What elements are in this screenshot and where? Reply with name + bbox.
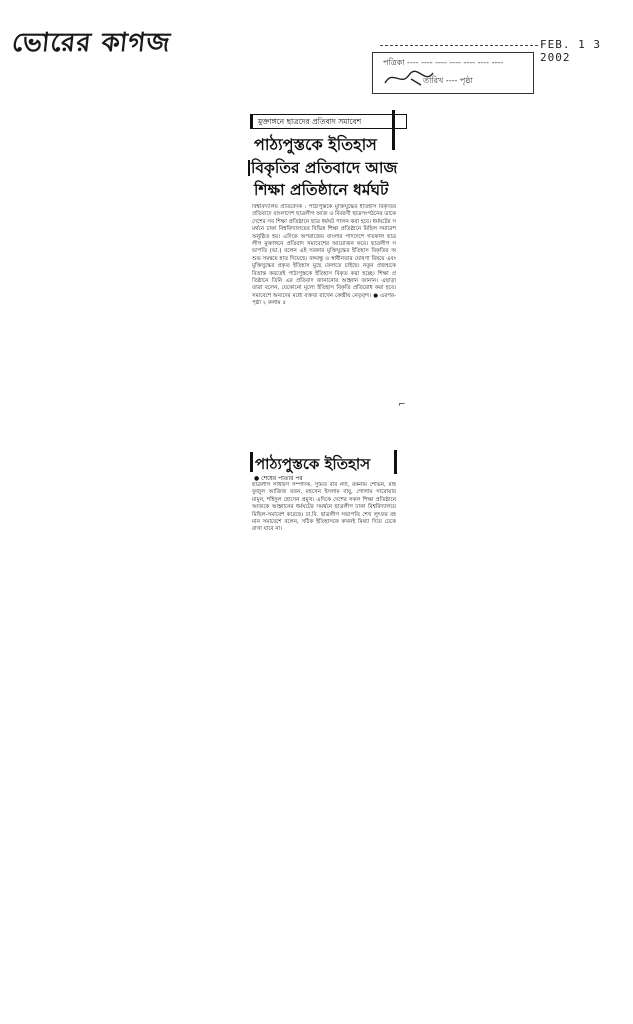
headline-line-1: পাঠ্যপুস্তকে ইতিহাস: [254, 135, 377, 154]
newspaper-masthead: ভোরের কাগজ: [10, 28, 173, 58]
article-body: বিশ্ববিদ্যালয় প্রতিবেদক : পাঠ্যপুস্তকে মুক্তিযুদ্ধের ইতিহাস বিকৃতির প্রতিবাদে বাংলাদেশ ছাত্রলীগ আজ ও বিবরণী ছাত্রসংগঠনের ডাকে দেশের সব শিক্ষা প্রতিষ্ঠানে ছাত্র ধর্মঘট পালন করা হবে। ধর্মঘটের সমর্থনে ঢাকা বিশ্ববিদ্যালয়ের বিভিন্ন শিক্ষা প্রতিষ্ঠানে মিছিল সমাবেশ অনুষ্ঠিত হয়। এদিকে অপরাজেয় বাংলার পাদদেশে গতকাল ছাত্রলীগ মুক্তাঙ্গনে প্রতিবাদ সমাবেশের আয়োজন করে। ছাত্রলীগ সভাপতি (ভা.) বলেন এই সরকার মুক্তিযুদ্ধের ইতিহাস বিকৃতির অশুভ সমন্বয়ে হাত দিয়েছে। বঙ্গবন্ধু ও স্বাধীনতার ঘোষণা বিষয়ে এবং মুক্তিযুদ্ধের প্রকৃত ইতিহাস মুছে ফেলতে চাইছে। নতুন প্রজন্মকে বিভ্রান্ত করতেই পাঠ্যপুস্তকে ইতিহাস বিকৃত করা হচ্ছে। শিক্ষা প্রতিষ্ঠানে তিনি এর প্রতিবাদ জানানোর আহ্বান জানান। এছাড়া তারা বলেন, যেকোনো মূল্যে ইতিহাস বিকৃতি প্রতিরোধ করা হবে। সমাবেশে অন্যদের মধ্যে বক্তব্য রাখেন কেন্দ্রীয় নেতৃবৃন্দ। ● এরপর-পৃষ্ঠা ২ কলাম ৫: [252, 204, 396, 307]
article-kicker: মুক্তাঙ্গনে ছাত্রদের প্রতিবাদ সমাবেশ: [250, 114, 407, 129]
continuation-byline: ● শেষের পাতার পর: [254, 475, 303, 482]
clipping-date: FEB. 1 3 2002: [540, 38, 601, 64]
headline-bracket-left: [248, 160, 250, 176]
continuation-body: ছাত্রলীগ সাধারণ সম্পাদক, সুমিত বার নর্দা, রকনাম শোভন, মাহফুজুল আজিজ রতন, মহসেন ইসলাম বাবু, গোলাম সারোয়ার মামুন, শহিদুল হোসেন প্রমুখ। এদিকে দেশের সকল শিক্ষা প্রতিষ্ঠানে আজকে আহ্বানের ধর্মঘটের সমর্থনে ছাত্রলীগ ঢাকা বিশ্ববিদ্যালয়ে মিছিল-সমাবেশ করেছে। ঢা.বি. ছাত্রলীগ সভাপতি শেখ লুৎফর রহমান সমাবেশে বলেন, সঠিক ইতিহাসকে কখনই মিথ্যা দিয়ে ঢেকে রাখা যাবে না।: [252, 482, 396, 533]
archive-stamp: [372, 52, 534, 94]
kicker-rule: [392, 110, 395, 150]
date-rule: [380, 45, 538, 46]
stamp-line-2: তারিখ ---- পৃষ্ঠা: [423, 76, 473, 85]
margin-bracket-mark: ⌐: [398, 400, 406, 410]
section-bracket-right: [394, 450, 397, 474]
headline-line-2: বিকৃতির প্রতিবাদে আজ: [251, 159, 398, 177]
continuation-headline: পাঠ্যপুস্তকে ইতিহাস: [255, 455, 371, 473]
section-bracket-left: [250, 452, 253, 472]
headline-line-3: শিক্ষা প্রতিষ্ঠানে ধর্মঘট: [254, 181, 389, 199]
stamp-line-1: পত্রিকা ---- ---- ---- ---- ---- ---- ----: [383, 58, 504, 67]
